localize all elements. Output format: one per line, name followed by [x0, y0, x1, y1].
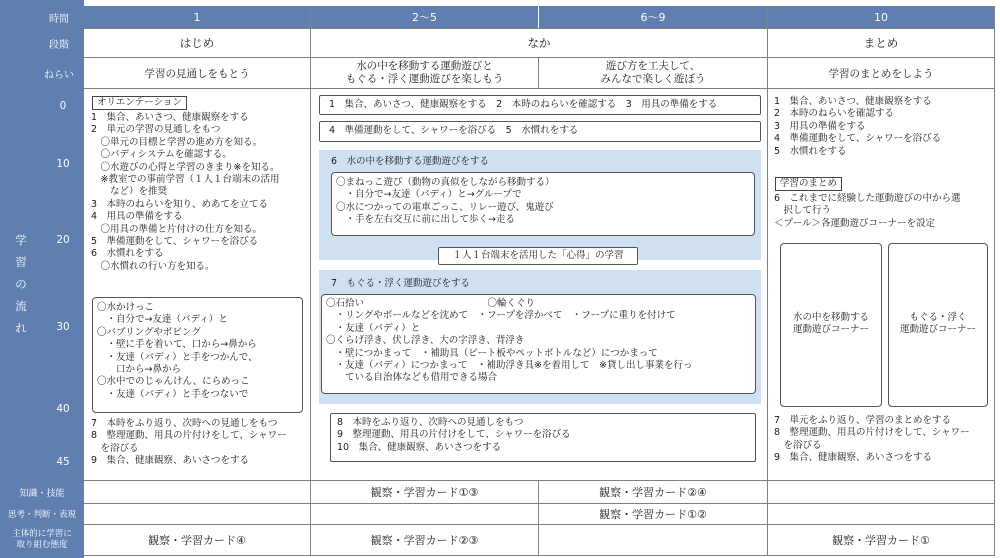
- eval-row-3-label: 主体的に学習に 取り組む態度: [12, 529, 72, 550]
- matome-text: 6 これまでに経験した運動遊びの中から選 択して行う ＜プール＞各運動遊びコーナーを設定: [774, 193, 961, 229]
- tablet-learning-text: １人１台端末を活用した「心得」の学習: [452, 250, 624, 261]
- flow-label-text: 学 習 の 流 れ: [15, 232, 27, 335]
- time-4-label: 10: [874, 10, 888, 24]
- grid-line: [538, 58, 539, 88]
- time-cell-2: [311, 6, 538, 28]
- flow-label: [0, 88, 42, 480]
- time-cell-3: [539, 6, 767, 28]
- eval-row-3-header: [0, 525, 84, 555]
- naka-end-text: 8 本時をふり返り、次時への見通しをもつ 9 整理運動、用具の片付けをして、シャワーを浴びる 10 集合、健康観察、あいさつをする: [337, 417, 571, 453]
- time-3-label: 6～9: [640, 11, 666, 24]
- stage-cell-3: [768, 29, 994, 57]
- section-7-text: 〇石拾い 〇輪くぐり ・リングやボールなどを沈めて ・フープを浮かべて ・フープに重りを付けて ・友達（バディ）と 〇くらげ浮き、伏し浮き、大の字浮き、背浮き ・壁につかまって ・補助具（ビート板やペットボトルなど）につかまって ・友達（バディ）につかまって ・補助浮き具※を着用して ※貸し出し事業を行っ ている自治体なども借用できる場合: [326, 298, 693, 384]
- time-cell-4: [768, 6, 994, 28]
- aim-3-label: 遊び方を工夫して、 みんなで楽しく遊ぼう: [600, 60, 706, 85]
- time-ticks: [42, 88, 84, 480]
- eval-card-text: 観察・学習カード②③: [370, 534, 479, 547]
- grid-line: [767, 6, 768, 556]
- tick-30: 30: [56, 321, 70, 333]
- corner-2-text: もぐる・浮く 運動遊びコーナー: [899, 312, 976, 336]
- tick-0: 0: [59, 100, 67, 112]
- section-6-text: 〇まねっこ遊び（動物の真似をしながら移動する） ・自分で→友達（バディ）と→グループで 〇水につかっての電車ごっこ、リレー遊び、鬼遊び ・手を左右交互に前に出して歩く→走る: [336, 177, 555, 226]
- aim-4-label: 学習のまとめをしよう: [828, 67, 934, 80]
- stage-row-header: [34, 29, 84, 57]
- stage-1-label: はじめ: [179, 36, 215, 50]
- eval-card-text: 観察・学習カード①③: [370, 486, 479, 499]
- naka-row2-text: 4 準備運動をして、シャワーを浴びる 5 水慣れをする: [329, 125, 579, 136]
- tick-40: 40: [56, 403, 70, 415]
- eval-row-1-header: [0, 481, 84, 503]
- section-6-title: 6 水の中を移動する運動遊びをする: [331, 156, 490, 167]
- aim-cell-1: [84, 58, 310, 88]
- eval-row-2-label: 思考・判断・表現: [7, 510, 76, 520]
- eval-row-3-col-1: [84, 525, 310, 555]
- aim-cell-4: [768, 58, 994, 88]
- grid-line: [538, 6, 539, 28]
- stage-cell-1: [84, 29, 310, 57]
- time-1-label: 1: [193, 10, 201, 24]
- col1-text-a: 1 集合、あいさつ、健康観察をする 2 単元の学習の見通しをもつ 〇単元の目標と学習の進め方を知る。 〇バディシステムを確認する。 〇水遊びの心得と学習のきまり※を知る。 ※教室での事前学習（１人１台端末の活用 など）を推奨 3 本時のねらいを知り、めあてを立てる 4 用具の準備をする 〇用具の準備と片付けの仕方を知る。 5 準備運動をして、シャワーを浴びる 6 水慣れをする 〇水慣れの行い方を知る。: [91, 112, 280, 272]
- tick-10: 10: [56, 158, 70, 170]
- stage-header-label: 段階: [49, 39, 69, 51]
- aim-row-header: [34, 58, 84, 88]
- eval-card-text: 観察・学習カード②④: [599, 486, 707, 499]
- aim-2-label: 水の中を移動する運動遊びと もぐる・浮く運動遊びを楽しもう: [345, 60, 504, 85]
- stage-cell-2: [311, 29, 767, 57]
- col4-bottom-text: 7 単元をふり返り、学習のまとめをする 8 整理運動、用具の片付けをして、シャワー を浴びる 9 集合、健康観察、あいさつをする: [774, 415, 970, 464]
- col1-activity-text: 〇水かけっこ ・自分で→友達（バディ）と 〇バブリングやボビング ・壁に手を着いて、口から→鼻から ・友達（バディ）と手をつかんで、 口から→鼻から 〇水中でのじゃんけん、にらめっこ ・友達（バディ）と手をつないで: [97, 302, 258, 400]
- stage-2-label: なか: [527, 36, 551, 50]
- stage-3-label: まとめ: [863, 36, 899, 50]
- time-header-label: 時間: [49, 13, 69, 25]
- eval-card-text: 観察・学習カード①: [832, 534, 930, 547]
- grid-line: [84, 57, 995, 58]
- eval-row-1-col-2: [311, 481, 538, 503]
- eval-card-text: 観察・学習カード④: [148, 534, 246, 547]
- aim-cell-2: [311, 58, 538, 88]
- time-cell-1: [84, 6, 310, 28]
- aim-cell-3: [539, 58, 767, 88]
- grid-line: [310, 6, 311, 556]
- eval-row-2-header: [0, 504, 84, 524]
- section-7-title: 7 もぐる・浮く運動遊びをする: [331, 278, 471, 289]
- matome-label: 学習のまとめ: [775, 177, 842, 191]
- aim-1-label: 学習の見通しをもとう: [144, 67, 250, 80]
- tick-20: 20: [56, 234, 70, 246]
- time-2-label: 2～5: [412, 11, 437, 24]
- corner-1-text: 水の中を移動する 運動遊びコーナー: [792, 312, 869, 336]
- time-row-header: [34, 6, 84, 28]
- tick-45: 45: [56, 456, 70, 468]
- eval-row-1-label: 知識・技能: [19, 488, 65, 499]
- col1-text-b: 7 本時をふり返り、次時への見通しをもつ 8 整理運動、用具の片付けをして、シャワー を浴びる 9 集合、健康観察、あいさつをする: [91, 418, 287, 467]
- grid-line: [994, 6, 995, 556]
- eval-card-text: 観察・学習カード①②: [599, 508, 707, 521]
- col4-top-text: 1 集合、あいさつ、健康観察をする 2 本時のねらいを確認する 3 用具の準備をする 4 準備運動をして、シャワーを浴びる 5 水慣れをする: [774, 96, 942, 157]
- eval-row-3-col-4: [768, 525, 994, 555]
- grid-line: [84, 28, 995, 29]
- eval-row-2-col-3: [539, 504, 767, 524]
- grid-line: [84, 555, 995, 556]
- eval-row-3-col-2: [311, 525, 538, 555]
- orientation-label: オリエンテーション: [92, 96, 187, 110]
- eval-row-1-col-3: [539, 481, 767, 503]
- aim-header-label: ねらい: [44, 69, 74, 81]
- naka-row1-text: 1 集合、あいさつ、健康観察をする 2 本時のねらいを確認する 3 用具の準備をする: [329, 99, 718, 110]
- grid-line: [84, 88, 995, 89]
